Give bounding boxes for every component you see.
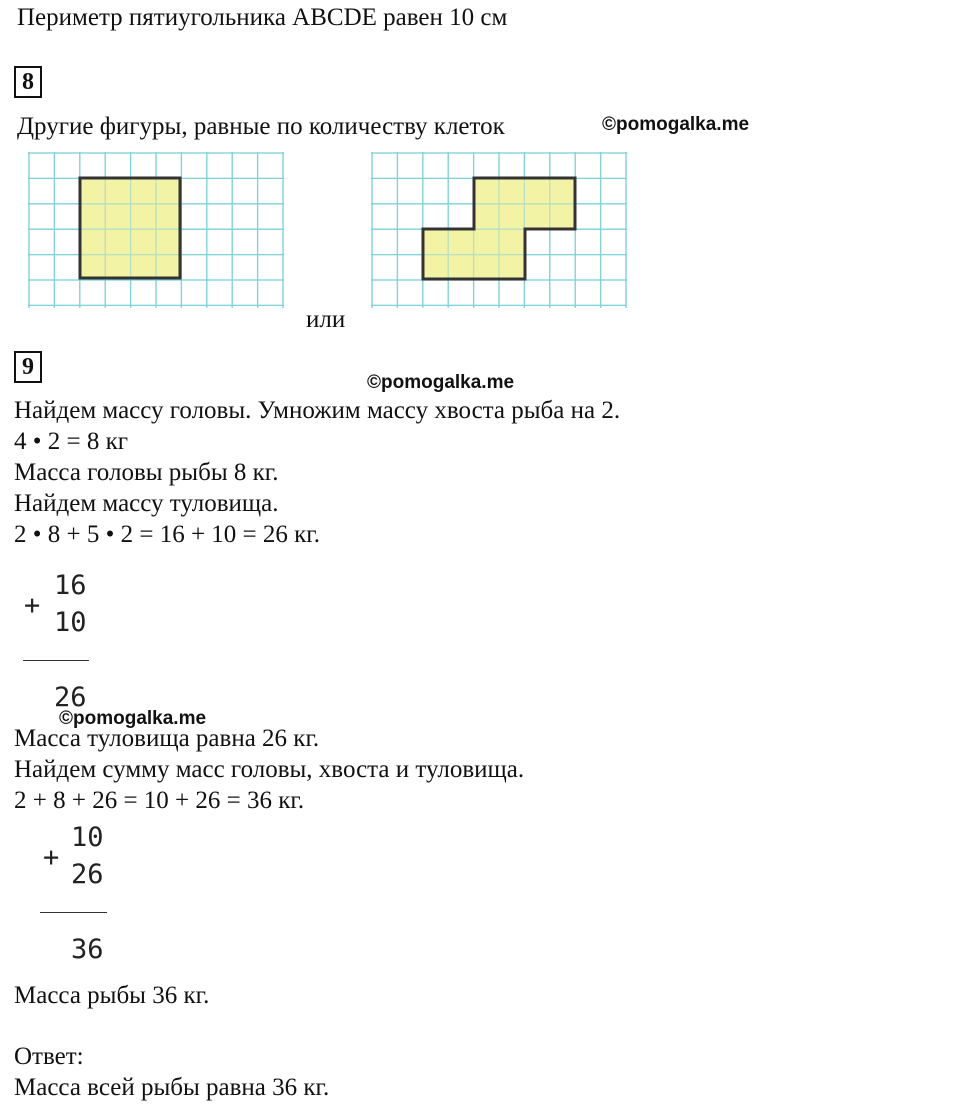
grid-figure-square (28, 152, 284, 308)
column-operand-b: 26 (71, 859, 104, 890)
column-rule (40, 912, 107, 913)
column-sign: + (43, 842, 60, 873)
column-operand-b: 10 (54, 607, 87, 638)
perimeter-line: Периметр пятиугольника ABCDE равен 10 см (17, 4, 508, 31)
column-result: 36 (71, 934, 104, 965)
solution-line: 2 + 8 + 26 = 10 + 26 = 36 кг. (14, 787, 305, 814)
column-operand-a: 16 (54, 570, 87, 601)
solution-line: Масса туловища равна 26 кг. (14, 725, 320, 752)
grid-figure-stair (371, 152, 627, 308)
watermark: ©pomogalka.me (367, 372, 515, 393)
solution-line: Масса головы рыбы 8 кг. (14, 459, 279, 486)
watermark: ©pomogalka.me (59, 708, 207, 729)
column-result: 26 (54, 682, 87, 713)
or-label: или (306, 306, 346, 333)
answer-text: Масса всей рыбы равна 36 кг. (14, 1074, 330, 1101)
answer-label: Ответ: (14, 1043, 84, 1070)
column-rule (23, 660, 89, 661)
conclusion-line: Масса рыбы 36 кг. (14, 982, 210, 1009)
task-8-text: Другие фигуры, равные по количеству клеток (17, 113, 505, 140)
column-operand-a: 10 (71, 822, 104, 853)
solution-line: Найдем сумму масс головы, хвоста и туловища. (14, 756, 525, 783)
watermark: ©pomogalka.me (602, 114, 750, 135)
task-9-number: 9 (14, 351, 42, 383)
solution-line: 2 • 8 + 5 • 2 = 16 + 10 = 26 кг. (14, 521, 320, 548)
task-8-number: 8 (14, 66, 42, 98)
solution-line: Найдем массу туловища. (14, 490, 279, 517)
solution-line: Найдем массу головы. Умножим массу хвоста рыба на 2. (14, 397, 621, 424)
column-sign: + (24, 590, 41, 621)
solution-line: 4 • 2 = 8 кг (14, 428, 129, 455)
